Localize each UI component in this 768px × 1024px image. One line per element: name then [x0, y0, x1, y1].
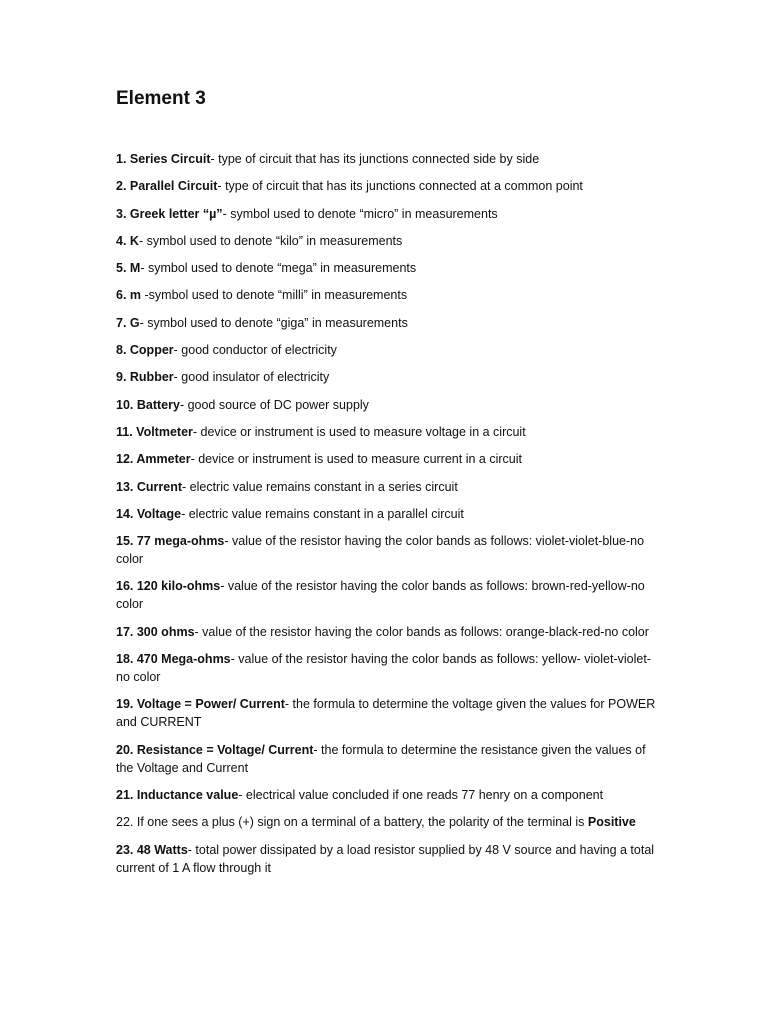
item-definition: - good source of DC power supply	[179, 397, 369, 412]
item-term: 3. Greek letter “µ”	[116, 206, 223, 221]
list-item	[116, 478, 662, 496]
item-term: 15. 77 mega-ohms	[116, 534, 225, 549]
item-term: 12. Ammeter	[116, 452, 191, 467]
list-item	[116, 623, 662, 641]
list-item	[116, 341, 662, 359]
item-term: 21. Inductance value	[116, 787, 239, 802]
item-term: 13. Current	[116, 479, 182, 494]
item-term: 17. 300 ohms	[116, 624, 195, 639]
item-term: 1. Series Circuit	[116, 152, 211, 166]
item-definition: -symbol used to denote “milli” in measurements	[141, 288, 408, 303]
list-item	[116, 505, 662, 523]
item-term: 6. m	[116, 288, 142, 303]
item-term: 9. Rubber	[116, 370, 174, 385]
list-item	[116, 841, 662, 877]
item-definition: - electric value remains constant in a series circuit	[182, 479, 458, 494]
list-item	[116, 650, 662, 686]
item-definition: - value of the resistor having the color bands as follows: violet-violet-blue-no color	[116, 534, 645, 567]
list-item	[116, 741, 662, 777]
item-term: 4. K	[116, 233, 139, 248]
list-item	[116, 150, 662, 168]
item-definition: - good insulator of electricity	[173, 370, 330, 385]
list-item	[116, 314, 662, 332]
list-item	[116, 786, 662, 804]
item-definition: - electric value remains constant in a parallel circuit	[181, 506, 464, 521]
item-definition: - symbol used to denote “kilo” in measurements	[138, 233, 403, 248]
item-term: 16. 120 kilo-ohms	[116, 579, 221, 594]
item-definition: - the formula to determine the resistance given the values of the Voltage and Current	[116, 742, 646, 775]
item-definition: - device or instrument is used to measure voltage in a circuit	[192, 424, 526, 439]
item-term: 18. 470 Mega-ohms	[116, 652, 231, 667]
list-item	[116, 577, 662, 613]
item-definition: - type of circuit that has its junctions connected at a common point	[217, 179, 583, 194]
list-item	[116, 286, 662, 304]
item-term: 2. Parallel Circuit	[116, 179, 218, 194]
item-term: 10. Battery	[116, 397, 180, 412]
page-title: Element 3	[116, 88, 206, 109]
list-item	[116, 232, 662, 250]
item-definition: - good conductor of electricity	[173, 343, 337, 358]
list-item	[116, 396, 662, 414]
item-definition: - device or instrument is used to measure current in a circuit	[190, 452, 522, 467]
item-definition: 22. If one sees a plus (+) sign on a terminal of a battery, the polarity of the terminal is	[116, 815, 588, 830]
item-term: 8. Copper	[116, 343, 174, 358]
item-definition: - symbol used to denote “giga” in measurements	[139, 315, 408, 330]
list-item	[116, 259, 662, 277]
item-term: 11. Voltmeter	[116, 424, 193, 439]
item-definition: - electrical value concluded if one reads 77 henry on a component	[238, 787, 604, 802]
item-definition: - value of the resistor having the color bands as follows: orange-black-red-no color	[194, 624, 649, 639]
item-answer: Positive	[587, 815, 636, 830]
list-item	[116, 205, 662, 223]
item-definition: - the formula to determine the voltage given the values for POWER and CURRENT	[116, 697, 656, 730]
item-definition: - type of circuit that has its junctions connected side by side	[210, 152, 540, 166]
item-term: 19. Voltage = Power/ Current	[116, 697, 285, 712]
list-item	[116, 450, 662, 468]
item-definition: - value of the resistor having the color bands as follows: brown-red-yellow-no color	[116, 579, 645, 612]
item-term: 5. M	[116, 261, 141, 276]
item-definition: - total power dissipated by a load resistor supplied by 48 V source and having a total current of 1 A flow through it	[116, 842, 655, 875]
item-term: 7. G	[116, 315, 140, 330]
item-term: 20. Resistance = Voltage/ Current	[116, 742, 314, 757]
list-item	[116, 695, 662, 731]
list-item	[116, 532, 662, 568]
item-term: 23. 48 Watts	[116, 842, 188, 857]
item-definition: - symbol used to denote “mega” in measurements	[140, 261, 417, 276]
item-definition: - symbol used to denote “micro” in measurements	[222, 206, 498, 221]
list-item	[116, 368, 662, 386]
list-item	[116, 813, 662, 831]
item-definition: - value of the resistor having the color bands as follows: yellow- violet-violet-no color	[116, 652, 651, 685]
definition-list	[116, 150, 662, 886]
list-item	[116, 423, 662, 441]
list-item	[116, 177, 662, 195]
item-term: 14. Voltage	[116, 506, 182, 521]
